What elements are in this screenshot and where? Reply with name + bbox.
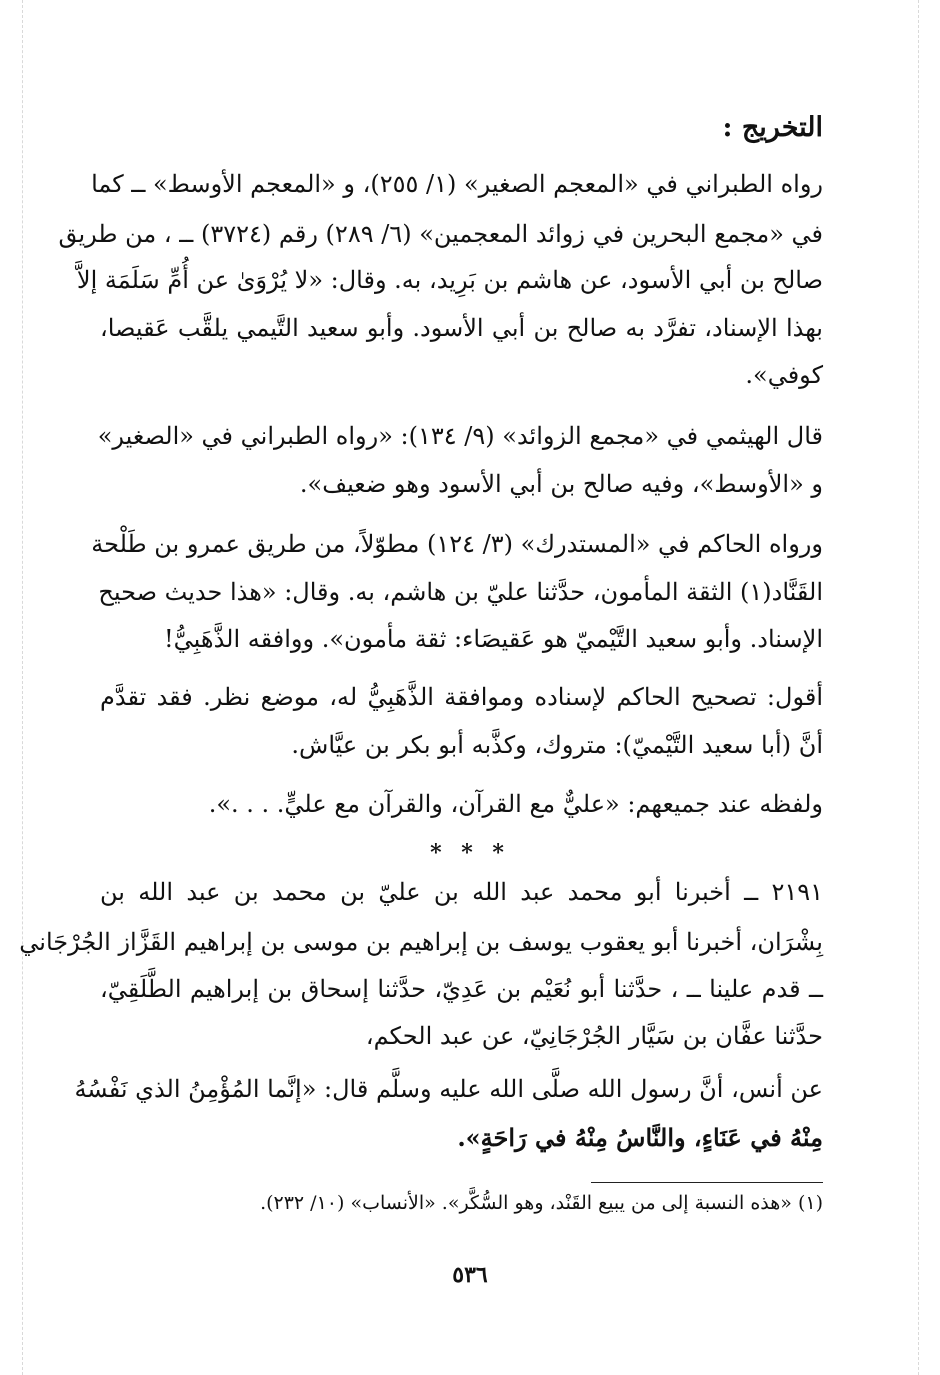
text-line: أنَّ (أبا سعيد التَّيْميّ): متروك، وكذَّبه أبو بكر بن عيَّاش. (291, 731, 823, 759)
page-number: ٥٣٦ (452, 1262, 488, 1288)
text-line: بهذا الإسناد، تفرَّد به صالح بن أبي الأسود. وأبو سعيد التَّيمي يلقَّب عَقيصا، (100, 314, 823, 342)
text-line: ــ قدم علينا ــ ، حدَّثنا أبو نُعَيْم بن عَدِيّ، حدَّثنا إسحاق بن إبراهيم الطَّلَقِيّ، (100, 975, 824, 1003)
text-line: ورواه الحاكم في «المستدرك» (٣/ ١٢٤) مطوّلاً، من طريق عمرو بن طَلْحة (91, 530, 823, 558)
text-line: رواه الطبراني في «المعجم الصغير» (١/ ٢٥٥)، و «المعجم الأوسط» ــ كما (91, 170, 823, 198)
section-heading: التخريج : (722, 112, 823, 143)
text-line: الإسناد. وأبو سعيد التَّيْميّ هو عَقيصَاء: ثقة مأمون». ووافقه الذَّهَبِيُّ! (164, 625, 823, 653)
text-line: ولفظه عند جميعهم: «عليٌّ مع القرآن، والقرآن مع عليٍّ. . . .». (208, 790, 823, 818)
text-line: في «مجمع البحرين في زوائد المعجمين» (٦/ ٢٨٩) رقم (٣٧٢٤) ــ ، من طريق (58, 220, 823, 248)
text-line: حدَّثنا عفَّان بن سَيَّار الجُرْجَانِيّ، عن عبد الحكم، (365, 1022, 823, 1050)
text-line: و «الأوسط»، وفيه صالح بن أبي الأسود وهو ضعيف». (299, 470, 823, 498)
text-line: القَنَّاد(١) الثقة المأمون، حدَّثنا عليّ بن هاشم، به. وقال: «هذا حديث صحيح (98, 578, 823, 606)
text-line: مِنْهُ في عَنَاءٍ، والنَّاسُ مِنْهُ في رَاحَةٍ». (457, 1123, 823, 1152)
text-line: قال الهيثمي في «مجمع الزوائد» (٩/ ١٣٤): «رواه الطبراني في «الصغير» (97, 422, 823, 450)
text-line: صالح بن أبي الأسود، عن هاشم بن بَرِيد، به. وقال: «لا يُرْوَىٰ عن أُمِّ سَلَمَة إلاَّ (76, 266, 823, 294)
text-line: عن أنس، أنَّ رسول الله صلَّى الله عليه وسلَّم قال: «إنَّما المُؤْمِنُ الذي نَفْسُهُ (74, 1075, 823, 1103)
scan-guide-line (918, 0, 919, 1375)
text-line: بِشْرَان، أخبرنا أبو يعقوب يوسف بن إبراهيم بن موسى بن إبراهيم القَزَّاز الجُرْجَاني (19, 928, 823, 956)
footnote-rule (591, 1182, 823, 1183)
section-separator: * * * (430, 840, 510, 866)
scan-guide-line (22, 0, 23, 1375)
text-line: أقول: تصحيح الحاكم لإسناده وموافقة الذَّهَبِيُّ له، موضع نظر. فقد تقدَّم (100, 683, 823, 711)
hadith-number-line: ٢١٩١ ــ أخبرنا أبو محمد عبد الله بن عليّ بن محمد بن عبد الله بن (100, 878, 823, 906)
text-line: كوفي». (745, 361, 823, 389)
footnote: (١) «هذه النسبة إلى من يبيع القَنْد، وهو السُّكَّر». «الأنساب» (١٠/ ٢٣٢). (260, 1192, 823, 1214)
